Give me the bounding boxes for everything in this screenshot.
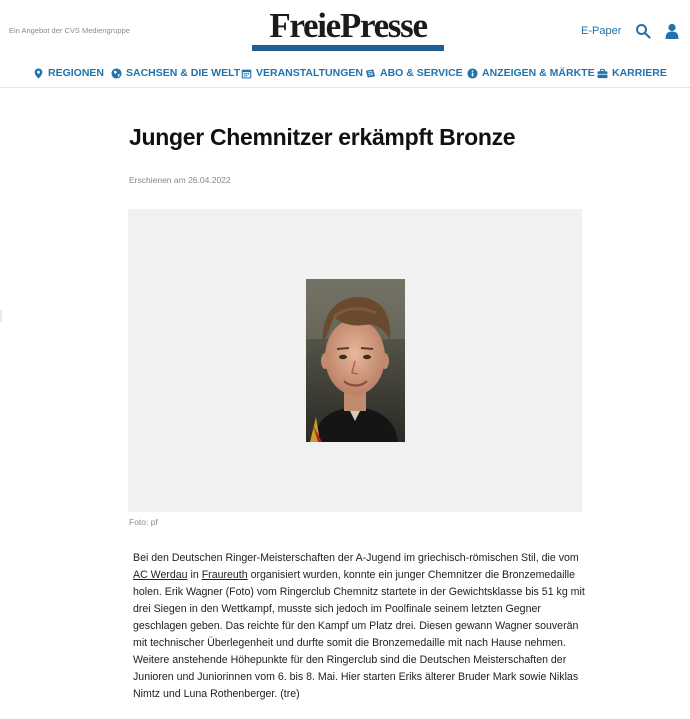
scroll-edge-marker [0,310,2,322]
link-fraureuth[interactable]: Fraureuth [201,569,248,581]
logo-wordmark: FreiePresse [269,6,427,45]
nav-item-regionen[interactable] [33,65,104,81]
photo-credit: Foto: pf [129,517,158,527]
nav-label-veranstaltungen: VERANSTALTUNGEN [256,67,363,79]
nav-item-karriere[interactable] [597,65,667,81]
site-logo[interactable] [252,6,444,51]
publication-date [129,175,231,185]
epaper-link[interactable]: E-Paper [581,25,622,37]
nav-label-karriere: KARRIERE [612,67,667,79]
link-ac-werdau[interactable]: AC Werdau [133,569,188,581]
nav-label-abo-service: ABO & SERVICE [380,67,463,79]
nav-item-abo-service[interactable] [365,65,463,81]
search-icon[interactable] [635,23,651,39]
nav-label-regionen: REGIONEN [48,67,105,79]
nav-label-anzeigen-maerkte: ANZEIGEN & MÄRKTE [482,67,595,79]
map-pin-icon [33,68,44,79]
newspaper-icon [365,68,376,79]
briefcase-icon [597,68,608,79]
article-body [133,550,585,703]
site-header [0,0,690,56]
body-text-3: organisiert wurden, konnte ein junger Chemnitzer die Bronzemedaille holen. Erik Wagner (Foto) vom Ringerclub Chemnitz startete in der Gewichtsklasse bis 51 kg mit drei Siegen in den Wettkampf, musste sich jedoch im Poolfinale seinem letzten Gegner geschlagen geben. Das reichte für den Kampf um Platz drei. Diesen gewann Wagner souverän mit technischer Überlegenheit und durfte somit die Bronzemedaille mit nach Hause nehmen. Weitere anstehende Höhepunkte für den Ringerclub sind die Deutschen Meisterschaften der Junioren und Juniorinnen vom 6. bis 8. Mai. Hier starten Eriks älterer Bruder Mark sowie Niklas Nimtz und Luna Rothenberger. (tre) [133,569,585,700]
info-icon [467,68,478,79]
nav-item-sachsen-welt[interactable] [111,65,240,81]
body-text-2: in [187,569,202,581]
article-photo[interactable] [306,279,405,442]
nav-item-anzeigen-maerkte[interactable] [467,65,595,81]
article-image-frame[interactable] [128,209,582,512]
main-navigation [0,58,690,88]
nav-label-sachsen-welt: SACHSEN & DIE WELT [126,67,241,79]
user-icon[interactable] [665,23,679,39]
publisher-tagline: Ein Angebot der CVS Mediengruppe [9,26,130,35]
calendar-icon [241,68,252,79]
published-date: 26.04.2022 [188,175,231,185]
nav-item-veranstaltungen[interactable] [241,65,363,81]
published-label: Erschienen am [129,175,186,185]
globe-icon [111,68,122,79]
article-headline: Junger Chemnitzer erkämpft Bronze [129,124,516,150]
body-text-1: Bei den Deutschen Ringer-Meisterschaften der A-Jugend im griechisch-römischen Stil, die vom [133,552,579,564]
